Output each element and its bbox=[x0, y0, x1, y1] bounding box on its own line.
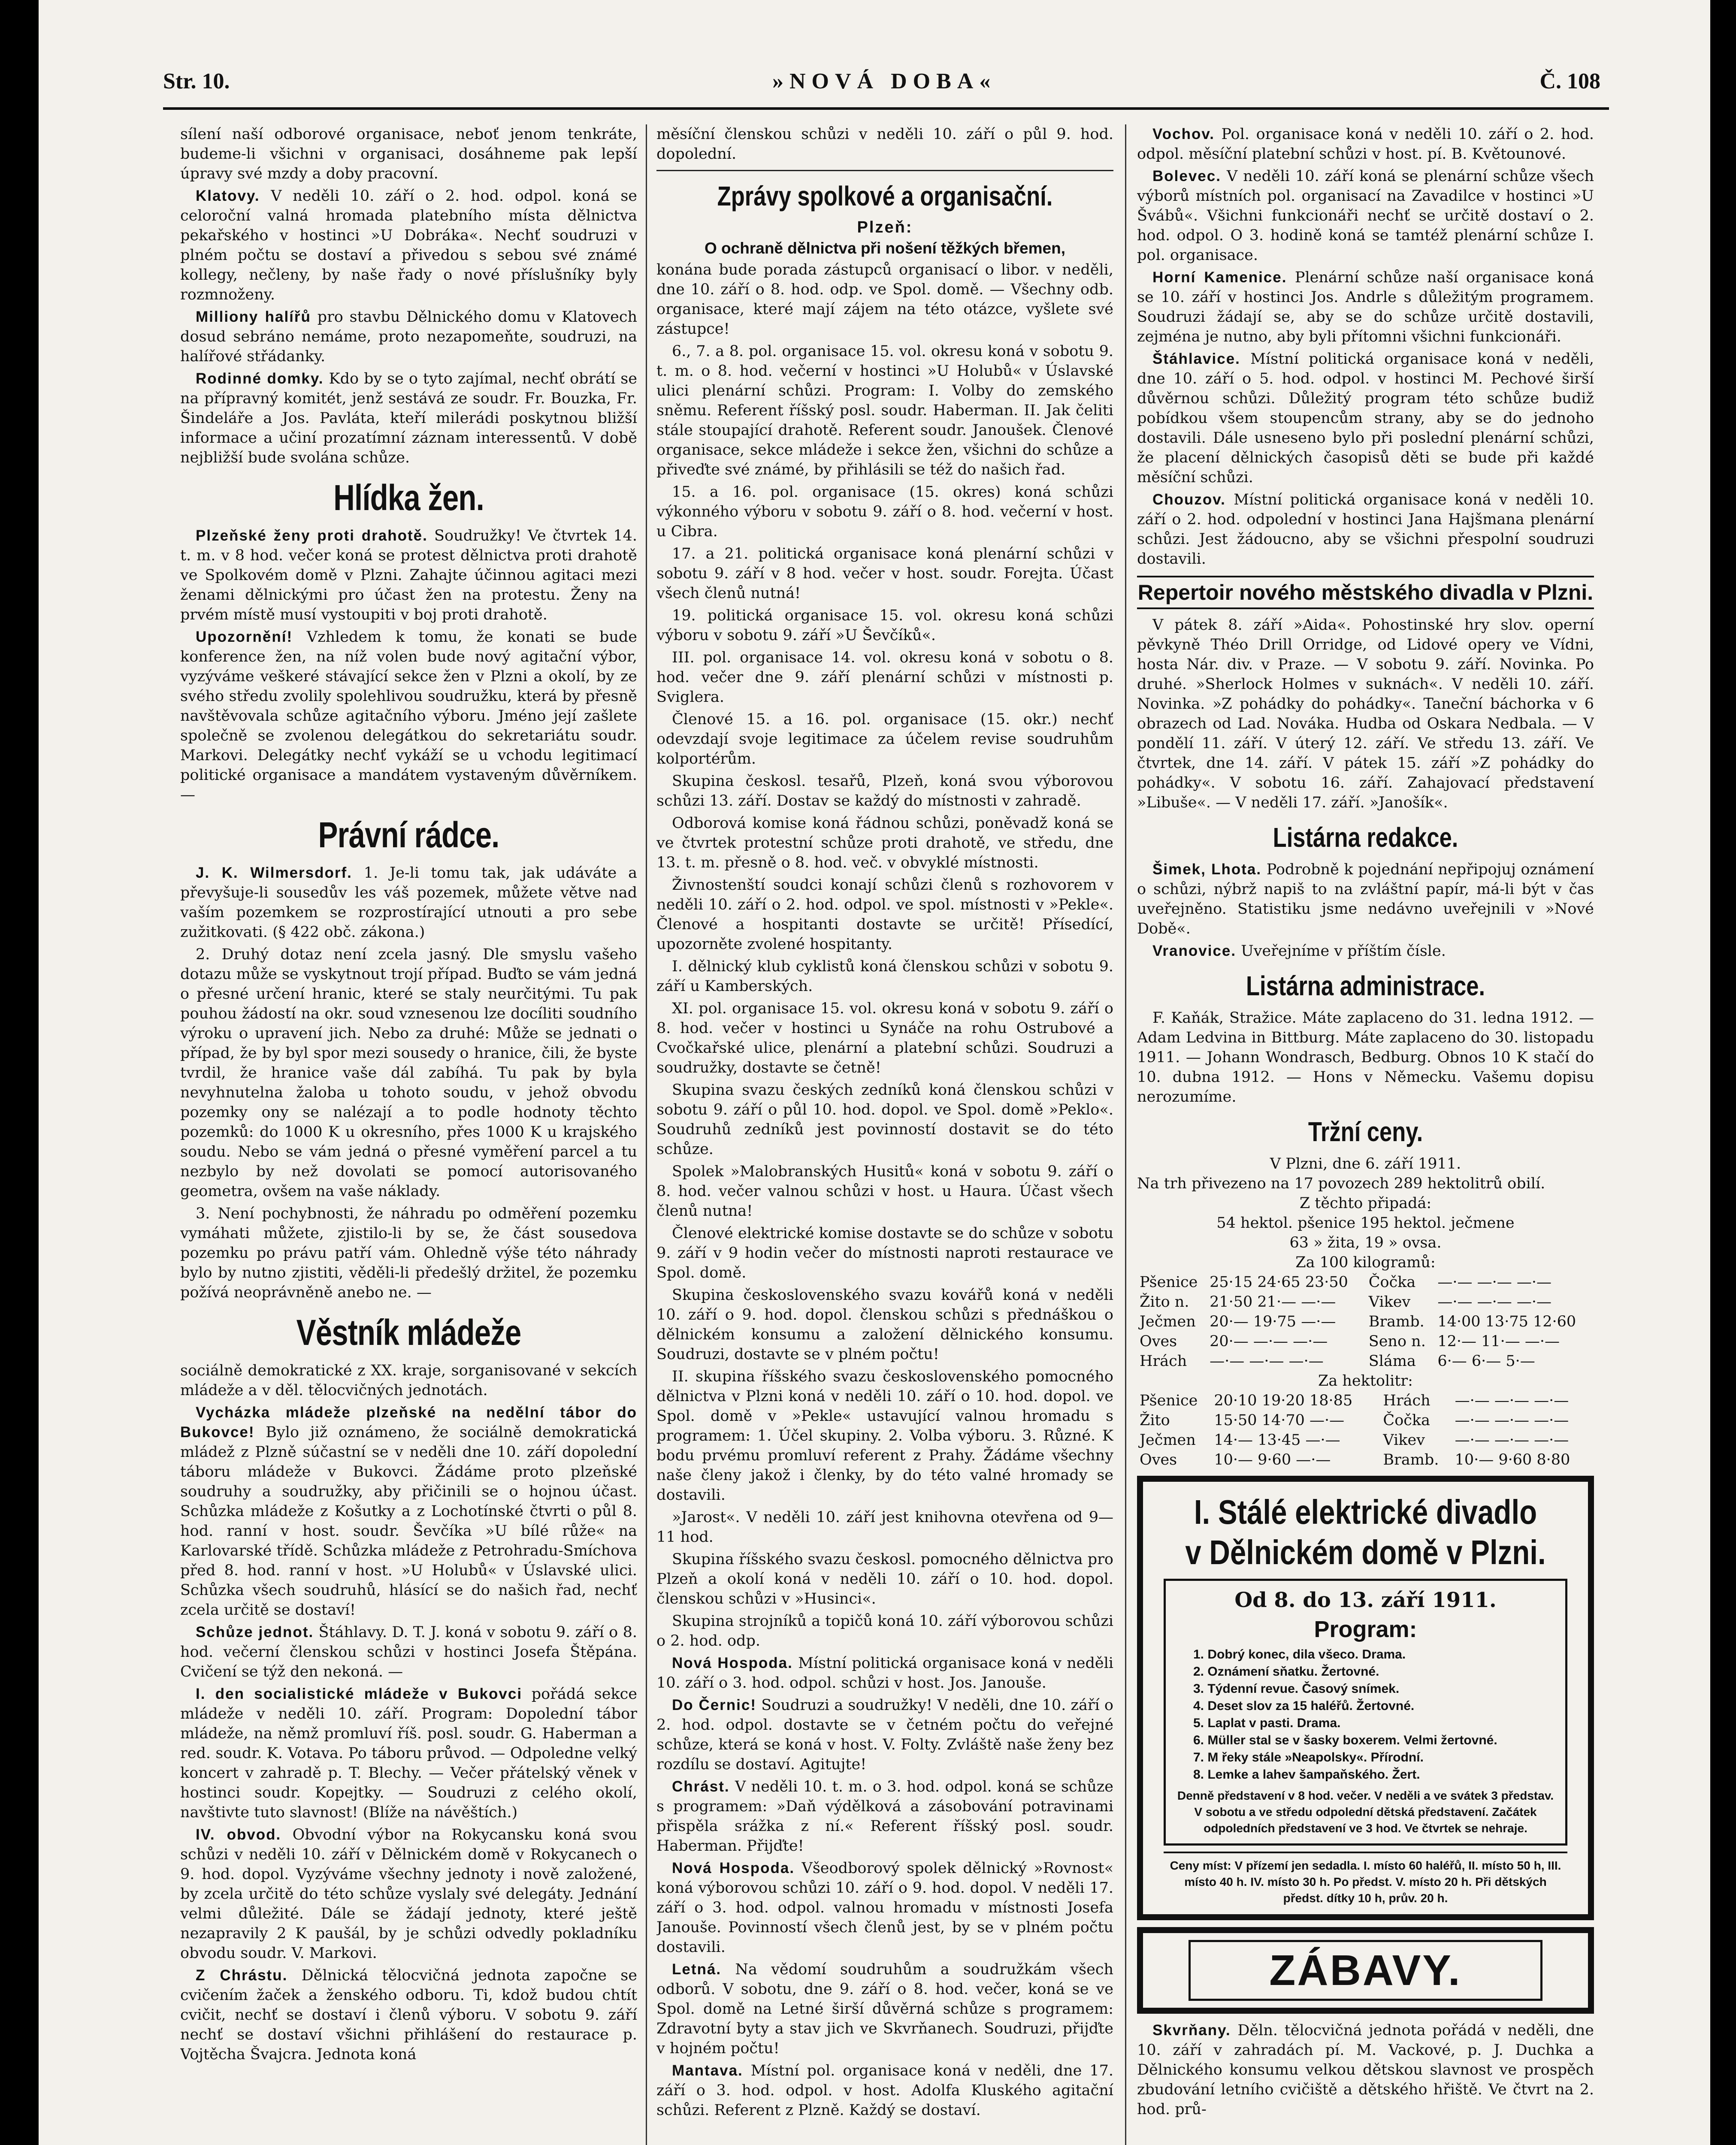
section-heading-news: Zprávy spolkové a organisační. bbox=[717, 181, 1053, 211]
market-cell: Sláma bbox=[1368, 1353, 1416, 1370]
ad-prices: Ceny míst: V přízemí jen sedadla. I. místo 60 haléřů, II. místo 50 h, III. místo 40 h. IV. místo 30 h. Po předst. V. místo 20 h. Při dětských předst. dítky 10 h, prův. 20 h. bbox=[1164, 1852, 1567, 1906]
market-cell: 14·— 13·45 —·— bbox=[1214, 1432, 1340, 1449]
paragraph: Skupina českosl. tesařů, Plzeň, koná svou výborovou schůzi 13. září. Dostav se každý do místnosti v zahradě. bbox=[656, 773, 1113, 810]
market-prices bbox=[1137, 1154, 1594, 1470]
paragraph bbox=[180, 1403, 637, 1620]
page-border-right bbox=[1710, 0, 1736, 2145]
paragraph bbox=[180, 1825, 637, 1963]
entertainment-heading: ZÁBAVY. bbox=[1189, 1940, 1542, 2001]
paragraph: 3. Není pochybnosti, že náhradu po odměření pozemku vymáhati můžete, zjistilo-li by se, že část sousedova pozemku po právu patří vám. Ohledně výše této náhrady bylo by nutno zjistiti, věděli-li předešlý držitel, že pozemku požívá neoprávněně anebo ne. — bbox=[180, 1205, 637, 1301]
item-lead: Letná. bbox=[672, 1961, 722, 1978]
item-text: V neděli 10. září o 2. hod. odpol. koná se celoroční valná hromada platebního místa dělnictva pekařského v hostinci »U Dobráka«. Nechť soudruzi v plném počtu se dostaví a přivedou s sebou své známé kollegy, nečleny, by naše řady o nové příslušníky byly rozmnoženy. bbox=[180, 187, 637, 303]
column-2 bbox=[656, 124, 1113, 2145]
item-lead: Mantava. bbox=[672, 2062, 743, 2079]
paragraph bbox=[656, 1858, 1113, 1957]
paragraph: Živnostenští soudci konají schůzi členů s rozhovorem v neděli 10. září o 2. hod. odpol. ve spol. místnosti v »Pekle«. Členové a hospitanti dostavte se určitě! Přísedící, upozorněte zvolené hospitanty. bbox=[656, 876, 1113, 953]
market-row bbox=[1137, 1450, 1594, 1470]
paragraph: Spolek »Malobranských Husitů« koná v sobotu 9. září o 8. hod. večer valnou schůzi v host. u Haura. Účast všech členů nutna! bbox=[656, 1163, 1113, 1220]
running-header bbox=[163, 69, 1609, 103]
market-row bbox=[1137, 1272, 1594, 1292]
paragraph: 6., 7. a 8. pol. organisace 15. vol. okresu koná v sobotu 9. t. m. o 8. hod. večerní v hostinci »U Holubů« v Úslavské ulici plenární schůzi. Program: I. Volby do zemského sněmu. Referent říšský posl. soudr. Haberman. II. Jak čeliti stále stoupající drahotě. Referent soudr. Janoušek. Členové organisace, sekce mládeže i sekce žen, všichni do schůze a přiveďte své známé, by přihlásili se též do našich řad. bbox=[656, 343, 1113, 478]
market-row bbox=[1137, 1292, 1594, 1312]
item-text: Plenární schůze naší organisace koná se 10. září v hostinci Jos. Andrle s důležitým programem. Soudruzi žádají se, aby se do schůze určitě dostavili, zejména je nutno, aby byli přítomni všichni funkcionáři. bbox=[1137, 269, 1594, 345]
item-lead: Horní Kamenice. bbox=[1152, 269, 1287, 286]
paragraph bbox=[180, 1684, 637, 1822]
paragraph bbox=[656, 1653, 1113, 1693]
item-lead: Nová Hospoda. bbox=[672, 1655, 793, 1671]
market-row bbox=[1137, 1391, 1594, 1411]
market-table-hektolitr bbox=[1137, 1391, 1594, 1470]
market-cell: 20·— 19·75 —·— bbox=[1210, 1313, 1336, 1330]
item-text: Děln. tělocvičná jednota pořádá v neděli, dne 10. září v zahradách pí. M. Vackové, p. J. Duchka a Dělnického konsumu velkou dětskou slavnost ve prospěch zbudování letního cvičiště a dětského hřiště. Ve čtvrt na 2. hod. prů- bbox=[1137, 2022, 1594, 2118]
section-heading-legal: Právní rádce. bbox=[318, 815, 499, 855]
market-row bbox=[1137, 1430, 1594, 1450]
item-text: Štáhlavy. D. T. J. koná v sobotu 9. září o 8. hod. večerní členskou schůzi v hostinci Josefa Štěpána. Cvičení se týž den nekoná. — bbox=[180, 1624, 637, 1680]
paragraph: Skupina říšského svazu českosl. pomocného dělnictva pro Plzeň a okolí koná v neděli 10. září o 10. hod. dopol. členskou schůzi v »Husinci«. bbox=[656, 1551, 1113, 1607]
market-row bbox=[1137, 1351, 1594, 1371]
paragraph: II. skupina říšského svazu československého pomocného dělnictva v Plzni koná v neděli 10. září o 10. hod. dopol. ve Spol. domě v »Pekle« ustavující valnou hromadu s programem: 1. Účel skupiny. 2. Volba výboru. 3. Různé. K bodu prvému promluví referent z Prahy. Žádáme všechny naše členy jakož i členky, by do této valné hromady se dostavili. bbox=[656, 1368, 1113, 1504]
market-cell: Žito n. bbox=[1140, 1293, 1189, 1311]
ad-program-item: 4. Deset slov za 15 haléřů. Žertovné. bbox=[1193, 1699, 1415, 1713]
paragraph: Členové elektrické komise dostavte se do schůze v sobotu 9. září v 9 hodin večer do místnosti naproti restaurace ve Spol. domě. bbox=[656, 1225, 1113, 1281]
market-cell: 25·15 24·65 23·50 bbox=[1210, 1274, 1348, 1291]
item-text: Obvodní výbor na Rokycansku koná svou schůzi v neděli 10. září v Dělnickém domě v Rokycanech o 9. hod. dopol. Vyzýváme všechny jednoty i nově založené, by zcela určitě do této schůze vyslaly své delegáty. Jednání velmi důležité. Dále se žádají jednoty, které ještě nezapravily 2 K paušál, by je schůzi odvedly pokladníku obvodu soudr. V. Markovi. bbox=[180, 1826, 637, 1962]
page-number-left: Str. 10. bbox=[163, 69, 230, 94]
item-lead: Rodinné domky. bbox=[196, 370, 324, 387]
item-lead: Štáhlavice. bbox=[1152, 350, 1240, 367]
item-lead: Vochov. bbox=[1152, 126, 1215, 142]
column-divider bbox=[646, 124, 647, 2145]
item-lead: Skvrňany. bbox=[1152, 2022, 1231, 2039]
page-border-left bbox=[0, 0, 39, 2145]
item-lead: Vranovice. bbox=[1152, 943, 1237, 959]
paragraph bbox=[1137, 2021, 1594, 2119]
paragraph: XI. pol. organisace 15. vol. okresu koná v sobotu 9. září o 8. hod. večer v hostinci u Synáče na rohu Ostrubové a Cvočkařské ulice, plenární a platební schůzi. Soudruzi a soudružky, dostavte se četně! bbox=[656, 1000, 1113, 1076]
paragraph: I. dělnický klub cyklistů koná členskou schůzi v sobotu 9. září u Kamberských. bbox=[656, 958, 1113, 995]
market-cell: Bramb. bbox=[1383, 1451, 1439, 1468]
ad-title: I. Stálé elektrické divadlo v Dělnickém domě v Plzni. bbox=[1185, 1493, 1546, 1571]
paragraph: Skupina československého svazu kovářů koná v neděli 10. září o 9. hod. dopol. členskou schůzi s přednáškou o dělnickém konsumu a založení dělnického konsumu. Soudruzi, dostavte se v plném počtu! bbox=[656, 1287, 1113, 1363]
item-lead: Vycházka mládeže plzeňské na nedělní tábor do Bukovce! bbox=[180, 1404, 637, 1441]
ad-program-heading: Program: bbox=[1314, 1616, 1417, 1642]
item-text: Podrobně k pojednání nepřipojuj oznámení o schůzi, nýbrž napiš to na zvláštní papír, má-li být v čas uveřejněno. Statistiku jsme nedávno uveřejnili v »Nové Době«. bbox=[1137, 861, 1594, 937]
section-heading-editor-letters: Listárna redakce. bbox=[1273, 822, 1458, 853]
paragraph bbox=[1137, 268, 1594, 347]
market-cell: 20·10 19·20 18·85 bbox=[1214, 1392, 1353, 1409]
entertainment-banner bbox=[1137, 1927, 1594, 2014]
ad-program-item: 1. Dobrý konec, dila všeco. Drama. bbox=[1193, 1647, 1406, 1662]
ad-program-item: 6. Müller stal se v šasky boxerem. Velmi žertovné. bbox=[1193, 1733, 1497, 1747]
item-lead: IV. obvod. bbox=[196, 1826, 281, 1843]
paragraph bbox=[1137, 490, 1594, 569]
section-subtitle: sociálně demokratické z XX. kraje, sorganisované v sekcích mládeže a v děl. tělocvičných jednotách. bbox=[180, 1362, 637, 1399]
issue-number: Č. 108 bbox=[1539, 69, 1600, 94]
paragraph bbox=[1137, 349, 1594, 487]
item-text: Soudruzi a soudružky! V neděli, dne 10. září o 2. hod. odpol. dostavte se v četném počtu do veřejné schůze, která se koná v host. V. Folty. Zvláště naše ženy bez rozdílu se dostaví. Agitujte! bbox=[656, 1697, 1113, 1773]
market-cell: 14·00 13·75 12·60 bbox=[1437, 1313, 1576, 1330]
item-text: 1. Je-li tomu tak, jak udáváte a převyšuje-li sousedův les váš pozemek, můžete větve nad vaším pozemkem se rozprostírající utnouti a pro sebe zužitkovati. (§ 422 obč. zákona.) bbox=[180, 864, 637, 941]
paragraph: sílení naší odborové organisace, neboť jenom tenkráte, budeme-li všichni v organisaci, dosáhneme pak lepší úpravy své mzdy a doby pracovní. bbox=[180, 126, 637, 182]
paragraph: 19. politická organisace 15. vol. okresu koná schůzi výboru v sobotu 9. září »U Ševčíků«. bbox=[656, 607, 1113, 644]
market-cell: Hrách bbox=[1383, 1392, 1431, 1409]
ad-note: Denně představení v 8 hod. večer. V neděli a ve svátek 3 představ. V sobotu a ve středu odpolední dětská představení. Začátek odpoledních představení ve 3 hod. Ve čtvrtek se nehraje. bbox=[1177, 1789, 1554, 1835]
paragraph: »Jarost«. V neděli 10. září jest knihovna otevřena od 9—11 hod. bbox=[656, 1509, 1113, 1546]
item-lead: Bolevec. bbox=[1152, 168, 1221, 184]
item-text: Místní pol. organisace koná v neděli, dne 17. září o 3. hod. odpol. v host. Adolfa Kluského agitační schůzi. Referent z Plzně. Každý se dostaví. bbox=[656, 2062, 1113, 2119]
section-rule bbox=[656, 170, 1113, 171]
item-lead: J. K. Wilmersdorf. bbox=[196, 864, 352, 881]
market-cell: Ječmen bbox=[1140, 1432, 1196, 1449]
market-cell: —·— —·— —·— bbox=[1455, 1432, 1569, 1449]
paragraph: 17. a 21. politická organisace koná plenární schůzi v sobotu 9. září v 8 hod. večer v host. soudr. Forejta. Účast všech členů nutná! bbox=[656, 545, 1113, 602]
paragraph: Odborová komise koná řádnou schůzi, poněvadž koná se ve čtvrtek protestní schůze proti drahotě, ve středu, dne 13. t. m. přesně o 8. hod. več. v obvyklé místnosti. bbox=[656, 815, 1113, 871]
paragraph bbox=[180, 1966, 637, 2064]
market-cell: Oves bbox=[1140, 1451, 1177, 1468]
ad-program-box bbox=[1164, 1579, 1567, 1846]
paragraph bbox=[1137, 124, 1594, 164]
item-lead: Upozornění! bbox=[196, 628, 293, 645]
item-text: Bylo již oznámeno, že sociálně demokratická mládež z Plzně súčastní se v neděli dne 10. září dopolední táboru mládeže v Bukovci. Žádáme proto plzeňské soudruhy a soudružky, aby přičinili se o hojnou účast. Schůzka mládeže z Košutky a z Lochotínské čtvrti o půl 8. hod. ranní v host. soudr. Ševčíka »U bílé růže« na Karlovarské třídě. Schůzka mládeže z Petrohradu-Smíchova před 8. hod. ranní v host. »U Holubů« v Úslavské ulici. Schůzka všech soudruhů, hlásící se do našich řad, nechť zcela určitě se dostaví! bbox=[180, 1424, 637, 1619]
market-table-title: Za hektolitr: bbox=[1318, 1372, 1413, 1390]
item-text: Soudružky! Ve čtvrtek 14. t. m. v 8 hod. večer koná se protest dělnictva proti drahotě ve Spolkovém domě v Plzni. Zahajte účinnou agitaci mezi ženami dělnickými pro účast žen na protestu. Ženy na prvém místě musí vystoupiti v boj proti drahotě. bbox=[180, 527, 637, 623]
item-text: Místní politická organisace koná v neděli 10. září o 3. hod. odpol. schůzi v host. Jos. Janouše. bbox=[656, 1655, 1113, 1692]
item-text: Vzhledem k tomu, že konati se bude konference žen, na níž volen bude nový agitační výbor, vyzýváme veškeré stávající sekce žen v Plzni a okolí, by ze svého středu zvolily spolehlivou soudružku, která by přesně navštěvovala schůze agitačního výboru. Jméno její zašlete společně se zvolenou delegátkou do sekretariátu soudr. Markovi. Delegátky nechť vykáží se u vchodu legitimací politické organisace a mandátem vystaveným důvěrníkem. — bbox=[180, 628, 637, 804]
market-cell: Pšenice bbox=[1140, 1392, 1198, 1409]
paragraph bbox=[180, 863, 637, 942]
market-cell: Bramb. bbox=[1368, 1313, 1424, 1330]
newspaper-title: »NOVÁ DOBA« bbox=[772, 69, 997, 94]
market-cell: 20·— —·— —·— bbox=[1210, 1333, 1328, 1350]
market-cell: Ječmen bbox=[1140, 1313, 1196, 1330]
market-row bbox=[1137, 1411, 1594, 1430]
item-lead: Chouzov. bbox=[1152, 491, 1226, 508]
item-text: Místní politická organisace koná v neděli 10. září o 2. hod. odpolední v hostinci Jana Hajšmana plenární schůzi. Jest žádoucno, aby se všichni přespolní soudruzi dostavili. bbox=[1137, 491, 1594, 568]
paragraph: V pátek 8. září »Aida«. Pohostinské hry slov. operní pěvkyně Théo Drill Orridge, od Lidové opery ve Vídni, hosta Nár. div. v Praze. — V sobotu 9. září. Novinka. Po druhé. »Sherlock Holmes v suknách«. V neděli 10. září. Novinka. »Z pohádky do pohádky«. Taneční báchorka v 6 obrazech od Lad. Nováka. Hudba od Oskara Nedbala. — V pondělí 11. září. V úterý 12. září. Ve středu 13. září. Ve čtvrtek, dne 14. září. V pátek 15. září »Z pohádky do pohádky«. V sobotu 16. září. Zahajovací představení »Libuše«. — V neděli 17. září. »Janošík«. bbox=[1137, 616, 1594, 811]
header-rule bbox=[163, 107, 1609, 110]
market-table-100kg bbox=[1137, 1272, 1594, 1371]
paragraph: Skupina strojníků a topičů koná 10. září výborovou schůzi o 2. hod. odp. bbox=[656, 1613, 1113, 1650]
paragraph bbox=[1137, 860, 1594, 939]
paragraph: 2. Druhý dotaz není zcela jasný. Dle smyslu vašeho dotazu může se vyskytnout trojí případ. Buďto se vám jedná o přesné určení hranic, které se staly neurčitými. Tu pak pouhou žádostí na okr. soud vznesenou lze docíliti soudního výroku o upravení jich. Nebo za druhé: Může se jednati o případ, že by byl spor mezi sousedy o hranice, čili, že byste tvrdil, že hranice vaše dál zabíhá. Tu pak by byla nevyhnutelna žaloba u tohoto soudu, v jehož obvodu pozemky ony se nalézají a to podle hodnoty těchto pozemků: do 1000 K u okresního, přes 1000 K u krajského soudu. Nebo se vám jedná o přesné vyměření parcel a tu nezbylo by než dovolati se pomocí autorisovaného geometra, ovšem na vaše náklady. bbox=[180, 946, 637, 1200]
item-lead: Z Chrástu. bbox=[196, 1967, 288, 1984]
paragraph bbox=[180, 1622, 637, 1682]
paragraph bbox=[180, 307, 637, 366]
column-1 bbox=[180, 124, 637, 2145]
ad-program-item: 5. Laplat v pasti. Drama. bbox=[1193, 1716, 1341, 1730]
item-text: Kdo by se o tyto zajímal, nechť obrátí se na přípravný komitét, jenž sestává ze soudr. Fr. Bouzka, Fr. Šindeláře a Jos. Pavláta, kteří milerádi poskytnou bližší informace a učiní prozatímní záznam interessentů. V době nejbližší bude svolána schůze. bbox=[180, 370, 637, 466]
market-cell: Žito bbox=[1140, 1412, 1170, 1429]
market-cell: —·— —·— —·— bbox=[1437, 1274, 1552, 1291]
market-cell: Vikev bbox=[1383, 1432, 1425, 1449]
ad-program-item: 7. M řeky stále »Neapolsky«. Přírodní. bbox=[1193, 1750, 1424, 1764]
market-cell: —·— —·— —·— bbox=[1455, 1412, 1569, 1429]
item-text: V neděli 10. září koná se plenární schůze všech výborů místních pol. organisací na Zavadilce v hostinci »U Švábů«. Všichni funkcionáři nechť se určitě dostaví o 2. hod. odpol. O 3. hodině koná se tamtéž plenární schůze I. pol. organisace. bbox=[1137, 168, 1594, 264]
ad-program-item: 2. Oznámení sňatku. Žertovné. bbox=[1193, 1665, 1379, 1679]
city-subheading: Plzeň: bbox=[857, 218, 913, 236]
item-text: Na vědomí soudruhům a soudružkám všech odborů. V sobotu, dne 9. září o 8. hod. večer, koná se ve Spol. domě na Letné širší důvěrná schůze s programem: Zdravotní byty a stav jich ve Skvrňanech. Soudruzi, přijďte v hojném počtu! bbox=[656, 1961, 1113, 2057]
item-text: Všeodborový spolek dělnický »Rovnost« koná výborovou schůzi 10. září o 9. hod. dopol. V neděli 17. září o 3. hod. odpol. valnou hromadu v místnosti Josefa Janouše. Povinností všech členů jest, by se v plném počtu dostavili. bbox=[656, 1860, 1113, 1956]
paragraph bbox=[656, 1960, 1113, 2058]
paragraph: Členové 15. a 16. pol. organisace (15. okr.) nechť odevzdají svoje legitimace za účelem revise soudruhům kolportérům. bbox=[656, 711, 1113, 767]
item-text: Pol. organisace koná v neděli 10. září o 2. hod. odpol. měsíční platební schůzi v host. pí. B. Květounové. bbox=[1137, 126, 1594, 163]
item-text: pořádá sekce mládeže v neděli 10. září. Program: Dopolední tábor mládeže, na němž promluví říš. posl. soudr. G. Haberman a red. soudr. K. Votava. Po táboru průvod. — Odpoledne velký koncert v zahradě p. T. Blechy. — Večer přátelský věnek v hostinci soudr. Kopejtky. — Soudruzi z celého okolí, navštivte tuto slavnost! (Blíže na návěštích.) bbox=[180, 1686, 637, 1821]
item-lead: I. den socialistické mládeže v Bukovci bbox=[196, 1686, 523, 1702]
ad-date: Od 8. do 13. září 1911. bbox=[1234, 1588, 1497, 1612]
paragraph: měsíční členskou schůzi v neděli 10. září o půl 9. hod. dopolední. bbox=[656, 126, 1113, 163]
market-cell: 10·— 9·60 8·80 bbox=[1455, 1451, 1570, 1468]
cinema-advertisement bbox=[1137, 1476, 1594, 1920]
column-divider bbox=[1125, 124, 1126, 2145]
item-text: pro stavbu Dělnického domu v Klatovech dosud sebráno nemáme, proto nezapomeňte, soudruzi, na halířové střádanky. bbox=[180, 308, 637, 365]
item-text: Uveřejníme v příštím čísle. bbox=[1236, 943, 1446, 960]
market-cell: —·— —·— —·— bbox=[1455, 1392, 1569, 1409]
market-cell: 6·— 6·— 5·— bbox=[1437, 1353, 1535, 1370]
ad-program-list bbox=[1176, 1646, 1555, 1783]
section-heading-women: Hlídka žen. bbox=[333, 477, 484, 518]
market-table-title: Za 100 kilogramů: bbox=[1295, 1254, 1436, 1271]
market-cell: —·— —·— —·— bbox=[1210, 1353, 1324, 1370]
market-volumes: 63 » žita, 19 » ovsa. bbox=[1289, 1234, 1442, 1251]
market-cell: Vikev bbox=[1368, 1293, 1411, 1311]
item-text: Místní politická organisace koná v neděli, dne 10. září o 5. hod. odpol. v hostinci M. Pechové širší důvěrnou schůzi. Důležitý program této schůze budiž pobídkou všem stoupencům strany, aby se do jednoho dostavili. Dále usneseno bylo při poslední plenární schůzi, že placení dělnických časopisů děti se bude při každé měsíční schůzi. bbox=[1137, 350, 1594, 486]
item-lead: Milliony halířů bbox=[196, 308, 311, 325]
market-cell: Oves bbox=[1140, 1333, 1177, 1350]
paragraph: 15. a 16. pol. organisace (15. okres) koná schůzi výkonného výboru v sobotu 9. září o 8. hod. večerní v host. u Cibra. bbox=[656, 483, 1113, 540]
item-lead: Šimek, Lhota. bbox=[1152, 861, 1262, 878]
market-cell: 12·— 11·— —·— bbox=[1437, 1333, 1560, 1350]
market-volumes: 54 hektol. pšenice 195 hektol. ječmene bbox=[1216, 1214, 1515, 1232]
paragraph bbox=[180, 627, 637, 805]
market-cell: Seno n. bbox=[1368, 1333, 1426, 1350]
market-cell: Čočka bbox=[1368, 1274, 1416, 1291]
item-lead: Chrást. bbox=[672, 1778, 730, 1795]
market-row bbox=[1137, 1312, 1594, 1332]
market-summary: Na trh přivezeno na 17 povozech 289 hektolitrů obilí. bbox=[1137, 1175, 1545, 1192]
section-heading-administration: Listárna administrace. bbox=[1246, 970, 1485, 1001]
market-cell: —·— —·— —·— bbox=[1437, 1293, 1552, 1311]
paragraph bbox=[1137, 166, 1594, 265]
paragraph: Skupina svazu českých zedníků koná členskou schůzi v sobotu 9. září o půl 10. hod. dopol. ve Spol. domě »Peklo«. Soudruhů zedníků jest povinností dostavit se do této schůze. bbox=[656, 1082, 1113, 1158]
market-row bbox=[1137, 1332, 1594, 1351]
item-lead: Klatovy. bbox=[196, 187, 260, 204]
paragraph bbox=[656, 2061, 1113, 2120]
ad-program-item: 8. Lemke a lahev šampaňského. Žert. bbox=[1193, 1767, 1420, 1782]
item-lead: Plzeňské ženy proti drahotě. bbox=[196, 527, 428, 544]
market-cell: Pšenice bbox=[1140, 1274, 1198, 1291]
market-cell: 21·50 21·— —·— bbox=[1210, 1293, 1336, 1311]
item-text: Dělnická tělocvičná jednota započne se cvičením žaček a ženského odboru. Ti, kdož budou chtít cvičit, nechť se dostaví i členů výboru. V sobotu 9. září nechť se dostaví všichni přihlášení do restaurace p. Vojtěcha Švajcra. Jednota koná bbox=[180, 1967, 637, 2063]
paragraph: F. Kaňák, Stražice. Máte zaplaceno do 31. ledna 1912. — Adam Ledvina in Bittburg. Máte zaplaceno do 30. listopadu 1911. — Johann Wondrasch, Bedburg. Obnos 10 K stačí do 10. dubna 1912. — Hons v Německu. Vašemu dopisu nerozumíme. bbox=[1137, 1009, 1594, 1106]
market-cell: Hrách bbox=[1140, 1353, 1187, 1370]
market-subhead: Z těchto připadá: bbox=[1299, 1195, 1432, 1212]
section-heading-repertoire: Repertoir nového městského divadla v Plzni. bbox=[1137, 576, 1594, 609]
paragraph bbox=[180, 186, 637, 305]
section-heading-market: Tržní ceny. bbox=[1308, 1116, 1423, 1147]
paragraph bbox=[1137, 941, 1594, 961]
paragraph bbox=[180, 369, 637, 468]
paragraph bbox=[656, 1777, 1113, 1856]
market-cell: Čočka bbox=[1383, 1412, 1430, 1429]
market-date: V Plzni, dne 6. září 1911. bbox=[1270, 1155, 1461, 1172]
ad-program-item: 3. Týdenní revue. Časový snímek. bbox=[1193, 1682, 1400, 1696]
item-lead: Schůze jednot. bbox=[196, 1624, 314, 1640]
item-lead: Nová Hospoda. bbox=[672, 1860, 795, 1876]
section-heading-youth: Věstník mládeže bbox=[296, 1312, 521, 1353]
paragraph: III. pol. organisace 14. vol. okresu koná v sobotu o 8. hod. večer dne 9. září plenární schůzi v místnosti p. Sviglera. bbox=[656, 649, 1113, 706]
item-text: V neděli 10. t. m. o 3. hod. odpol. koná se schůze s programem: »Daň výdělková a zásobování potravinami přispěla srážka z ní.« Referent říšský posl. soudr. Haberman. Přijďte! bbox=[656, 1778, 1113, 1855]
item-lead: Do Černic! bbox=[672, 1697, 757, 1713]
paragraph bbox=[656, 1695, 1113, 1774]
market-cell: 10·— 9·60 —·— bbox=[1214, 1451, 1331, 1468]
topic-heading: O ochraně dělnictva při nošení těžkých břemen, bbox=[705, 239, 1065, 257]
market-cell: 15·50 14·70 —·— bbox=[1214, 1412, 1345, 1429]
paragraph: konána bude porada zástupců organisací o libor. v neděli, dne 10. září o 8. hod. odp. ve Spol. domě. — Všechny odb. organisace, které mají zájem na této otázce, vyšlete své zástupce! bbox=[656, 261, 1113, 338]
paragraph bbox=[180, 526, 637, 625]
column-3 bbox=[1137, 124, 1594, 2145]
